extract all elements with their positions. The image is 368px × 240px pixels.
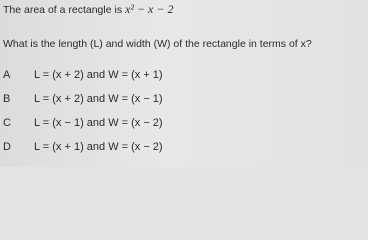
question-text: The area of a rectangle is: [3, 4, 125, 16]
option-letter: C: [3, 117, 11, 129]
option-letter: D: [3, 141, 11, 153]
answer-option-b[interactable]: [0, 92, 260, 106]
option-text: L = (x + 2) and W = (x + 1): [34, 69, 163, 81]
option-letter: A: [3, 69, 11, 81]
option-text: L = (x + 2) and W = (x − 1): [34, 93, 163, 105]
option-text: L = (x − 1) and W = (x − 2): [34, 117, 163, 129]
option-text: L = (x + 1) and W = (x − 2): [34, 141, 163, 153]
option-letter: B: [3, 93, 11, 105]
answer-option-c[interactable]: [0, 116, 260, 130]
answer-option-d[interactable]: [0, 140, 260, 154]
answer-option-a[interactable]: [0, 68, 260, 82]
question-line-2: What is the length (L) and width (W) of the rectangle in terms of x?: [3, 38, 312, 50]
question-line-1: [3, 3, 173, 17]
area-expression: x² − x − 2: [125, 2, 174, 16]
